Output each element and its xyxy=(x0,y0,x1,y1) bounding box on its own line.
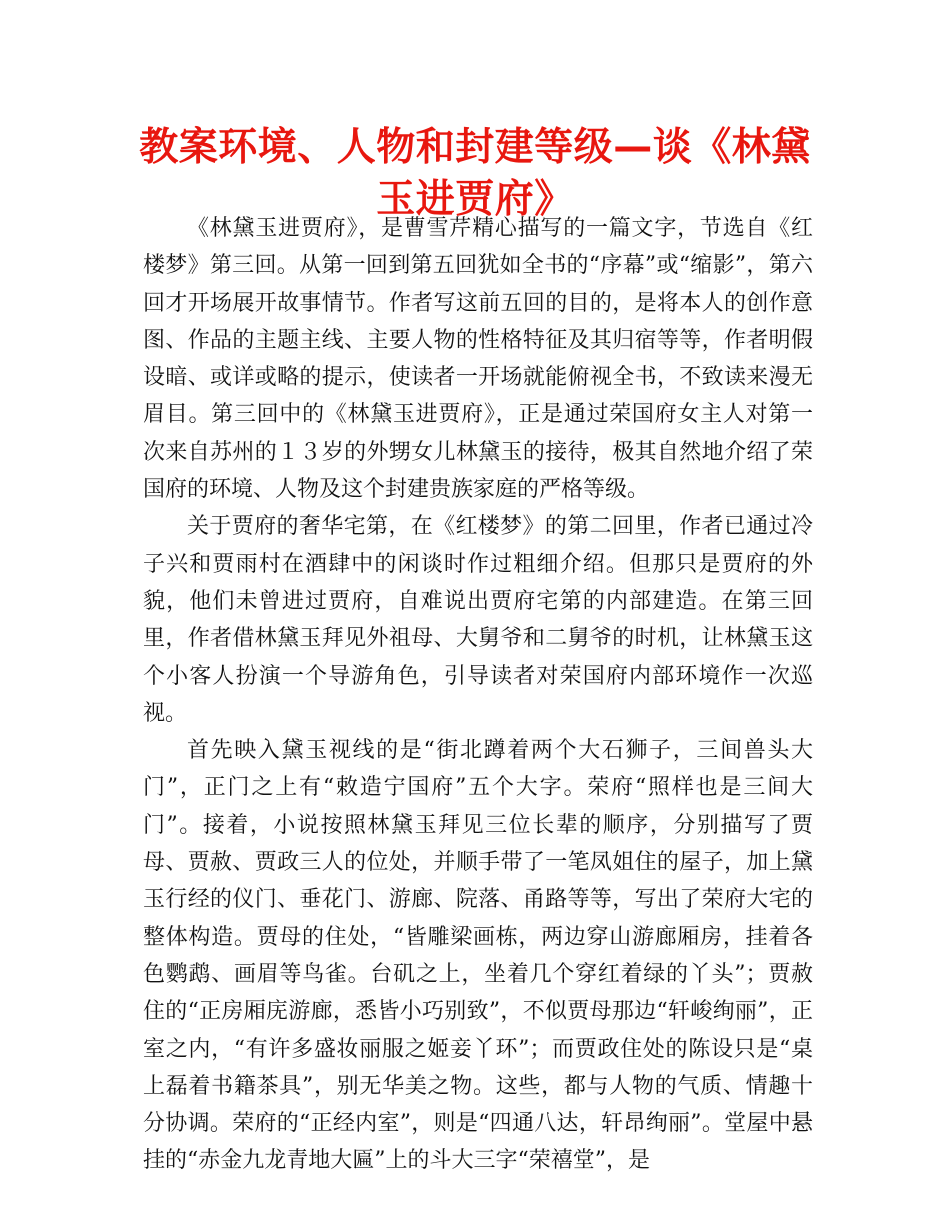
paragraph-2: 关于贾府的奢华宅第，在《红楼梦》的第二回里，作者已通过冷子兴和贾雨村在酒肆中的闲谈时作过粗细介绍。但那只是贾府的外貌，他们未曾进过贾府，自难说出贾府宅第的内部建造。在第三回里，作者借林黛玉拜见外祖母、大舅爷和二舅爷的时机，让林黛玉这个小客人扮演一个导游角色，引导读者对荣国府内部环境作一次巡视。 xyxy=(143,514,813,726)
document-body xyxy=(143,210,813,1180)
paragraph-1: 《林黛玉进贾府》，是曹雪芹精心描写的一篇文字，节选自《红楼梦》第三回。从第一回到第五回犹如全书的“序幕”或“缩影”，第六回才开场展开故事情节。作者写这前五回的目的，是将本人的创作意图、作品的主题主线、主要人物的性格特征及其归宿等等，作者明假设暗、或详或略的提示，使读者一开场就能俯视全书，不致读来漫无眉目。第三回中的《林黛玉进贾府》，正是通过荣国府女主人对第一次来自苏州的１３岁的外甥女儿林黛玉的接待，极其自然地介绍了荣国府的环境、人物及这个封建贵族家庭的严格等级。 xyxy=(143,216,813,503)
paragraph-3: 首先映入黛玉视线的是“街北蹲着两个大石狮子，三间兽头大门”，正门之上有“敕造宁国府”五个大字。荣府“照样也是三间大门”。接着，小说按照林黛玉拜见三位长辈的顺序，分别描写了贾母、贾赦、贾政三人的位处，并顺手带了一笔凤姐住的屋子，加上黛玉行经的仪门、垂花门、游廊、院落、甬路等等，写出了荣府大宅的整体构造。贾母的住处，“皆雕梁画栋，两边穿山游廊厢房，挂着各色鹦鹉、画眉等鸟雀。台矶之上，坐着几个穿红着绿的丫头”；贾赦住的“正房厢庑游廊，悉皆小巧别致”，不似贾母那边“轩峻绚丽”，正室之内，“有许多盛妆丽服之姬妾丫环”；而贾政住处的陈设只是“桌上磊着书籍茶具”，别无华美之物。这些，都与人物的气质、情趣十分协调。荣府的“正经内室”，则是“四通八达，轩昂绚丽”。堂屋中悬挂的“赤金九龙青地大匾”上的斗大三字“荣禧堂”，是 xyxy=(143,738,813,1174)
document-title: 教案环境、人物和封建等级—谈《林黛玉进贾府》 xyxy=(139,125,811,222)
